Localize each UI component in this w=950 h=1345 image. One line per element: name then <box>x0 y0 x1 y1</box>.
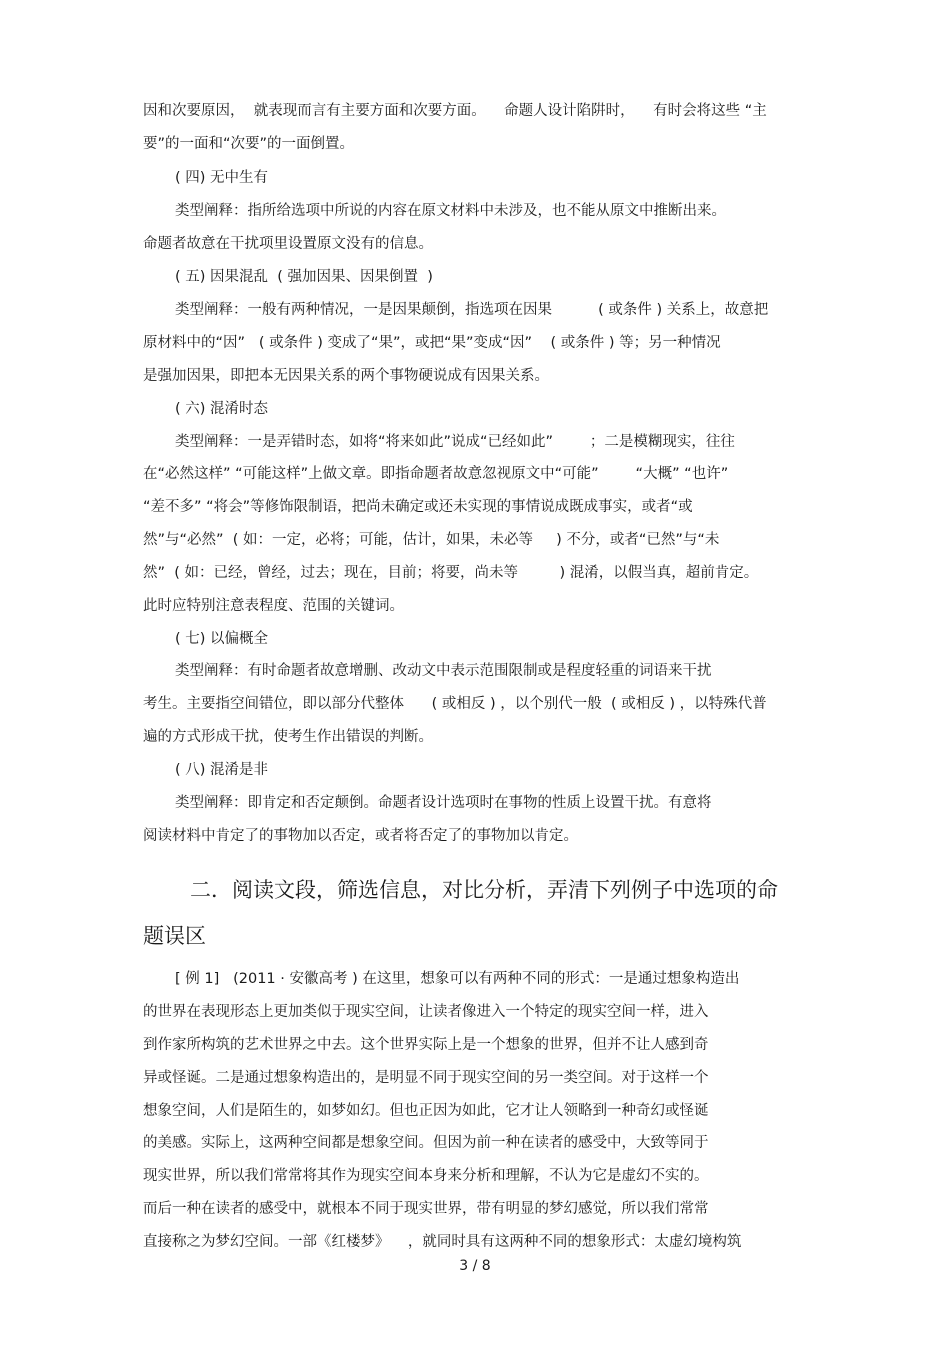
example-line: 异或怪诞。二是通过想象构造出的，是明显不同于现实空间的另一类空间。对于这样一个 <box>143 1070 709 1086</box>
paragraph-line: 类型阐释：一般有两种情况，一是因果颠倒，指选项在因果 ( 或条件 ) 关系上，故意把 <box>175 302 769 318</box>
example-line: 而后一种在读者的感受中，就根本不同于现实世界，带有明显的梦幻感觉，所以我们常常 <box>143 1201 709 1217</box>
subsection-title: ( 六) 混淆时态 <box>175 401 269 417</box>
subsection-title: ( 七) 以偏概全 <box>175 631 269 647</box>
page-number: 3 / 8 <box>459 1258 491 1274</box>
section-heading: 二．阅读文段，筛选信息，对比分析，弄清下列例子中选项的命 <box>190 878 778 902</box>
example-line: 到作家所构筑的艺术世界之中去。这个世界实际上是一个想象的世界，但并不让人感到奇 <box>143 1037 709 1053</box>
paragraph-line: 因和次要原因， 就表现而言有主要方面和次要方面。 命题人设计陷阱时， 有时会将这些 “主 <box>143 103 767 119</box>
paragraph-line: 类型阐释：即肯定和否定颠倒。命题者设计选项时在事物的性质上设置干扰。有意将 <box>175 795 712 811</box>
example-line: 现实世界，所以我们常常将其作为现实空间本身来分析和理解，不认为它是虚幻不实的。 <box>143 1168 709 1184</box>
paragraph-line: 类型阐释：指所给选项中所说的内容在原文材料中未涉及，也不能从原文中推断出来。 <box>175 203 726 219</box>
subsection-title: ( 四) 无中生有 <box>175 170 269 186</box>
paragraph-line: 类型阐释：一是弄错时态，如将“将来如此”说成“已经如此” ；二是模糊现实，往往 <box>175 434 735 450</box>
paragraph-line: 命题者故意在干扰项里设置原文没有的信息。 <box>143 236 433 252</box>
paragraph-line: “差不多” “将会”等修饰限制语，把尚未确定或还未实现的事情说成既成事实，或者“或 <box>143 499 693 515</box>
example-line: 的世界在表现形态上更加类似于现实空间，让读者像进入一个特定的现实空间一样，进入 <box>143 1004 709 1020</box>
paragraph-line: 类型阐释：有时命题者故意增删、改动文中表示范围限制或是程度轻重的词语来干扰 <box>175 663 712 679</box>
example-line: 的美感。实际上，这两种空间都是想象空间。但因为前一种在读者的感受中，大致等同于 <box>143 1135 709 1151</box>
paragraph-line: 是强加因果，即把本无因果关系的两个事物硬说成有因果关系。 <box>143 368 549 384</box>
paragraph-line: 然”与“必然” ( 如：一定，必将；可能，估计，如果，未必等 ) 不分，或者“已然”与“未 <box>143 532 720 548</box>
paragraph-line: 原材料中的“因” ( 或条件 ) 变成了“果”，或把“果”变成“因” ( 或条件 ) 等；另一种情况 <box>143 335 721 351</box>
subsection-title: ( 八) 混淆是非 <box>175 762 269 778</box>
example-line: 想象空间，人们是陌生的，如梦如幻。但也正因为如此，它才让人领略到一种奇幻或怪诞 <box>143 1103 709 1119</box>
paragraph-line: 阅读材料中肯定了的事物加以否定，或者将否定了的事物加以肯定。 <box>143 828 578 844</box>
example-line: [ 例 1] (2011 · 安徽高考 ) 在这里，想象可以有两种不同的形式：一是通过想象构造出 <box>175 971 740 987</box>
paragraph-line: 此时应特别注意表程度、范围的关键词。 <box>143 598 404 614</box>
section-heading: 题误区 <box>143 924 206 948</box>
paragraph-line: 要”的一面和“次要”的一面倒置。 <box>143 136 355 152</box>
paragraph-line: 考生。主要指空间错位，即以部分代整体 ( 或相反 ) ，以个别代一般 ( 或相反 ) ，以特殊代普 <box>143 696 767 712</box>
paragraph-line: 然” ( 如：已经，曾经，过去；现在，目前；将要，尚未等 ) 混淆，以假当真，超前肯定。 <box>143 565 759 581</box>
paragraph-line: 遍的方式形成干扰，使考生作出错误的判断。 <box>143 729 433 745</box>
paragraph-line: 在“必然这样” “可能这样”上做文章。即指命题者故意忽视原文中“可能” “大概” “也许” <box>143 466 729 482</box>
subsection-title: ( 五) 因果混乱 ( 强加因果、因果倒置 ) <box>175 269 433 285</box>
example-line: 直接称之为梦幻空间。一部《红楼梦》 ，就同时具有这两种不同的想象形式：太虚幻境构筑 <box>143 1234 742 1250</box>
